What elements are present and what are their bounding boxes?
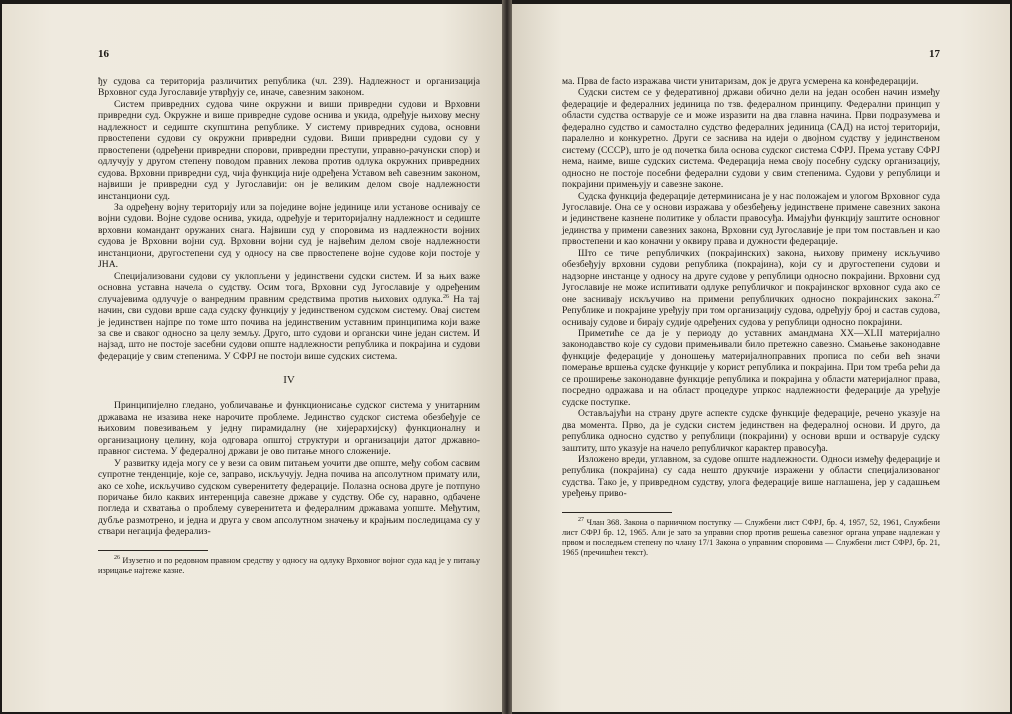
footnote-ref: 27 — [933, 293, 940, 300]
footnote-number: 26 — [114, 555, 120, 561]
page-number-right: 17 — [929, 48, 940, 60]
paragraph: Судска функција федерације детерминисана је у нас положајем и улогом Врховног суда Југославије. Она се у основи изражава у обезбеђењу јединствене примене савезних закона и јединствене казнене политике у области правосуђа. Имајући функцију заштите основног јединства у примени савезних закона, Врховни суд Југославије је при том постављен и као првостепени и као коначни у оквиру права и дужности федерације. — [562, 190, 940, 248]
footnote — [562, 518, 940, 559]
paragraph: Принципијелно гледано, уобличавање и функционисање судског система у унитарним државама не изазива неке нарочите проблеме. Јединство судског система обезбеђује се њиховим повезивањем у једну пирамидалну (не хијерархијску) функционалну и организациону целину, која одговара општој структури и организацији датог државно-правног система. У федералној држави је ово питање много сложеније. — [98, 400, 480, 458]
footnote-divider — [562, 512, 672, 513]
paragraph: Систем привредних судова чине окружни и виши привредни судови и Врховни привредни суд. Окружне и више привредне судове оснива и укида, одређује њихову месну надлежност и седиште скупштина републике. У систему привредних судова, основни првостепени судови су окружни привредни судови. Виши привредни судови су у првостепени (одређени привредни спорови, привредни преступи, управно-рачунски спор) и одлучују у другом степену поводом правних лекова против одлука окружних привредних судова. Врховни привредни суд, чија функција није одређена Уставом већ савезним законом, највиши је привредни суд у Југославији: он је великим делом своје надлежности инстанциони суд. — [98, 98, 480, 202]
paragraph: Остављајући на страну друге аспекте судске функције федерације, речено указује на два момента. Прво, да је судски систем јединствен на федералној основи. И друго, да република односно судство у републици (покрајини) у основи врши и остварује судску заштиту, што указује на начело републичког карактер правосуђа. — [562, 408, 940, 454]
paragraph: Приметиће се да је у периоду до уставних амандмана XX—XLII материјално законодавство које су судови примењивали било претежно савезно. Смањење законодавне функције федерације у доношењу материјалноправних прописа по себи већ значи померање вршења судске функције у корист република и покрајина. При том треба рећи да се проширење законодавне функције република и покрајина у области материјалног права, посредно одражава и на област процедуре упркос надлежности федерације да уређује судске поступке. — [562, 327, 940, 408]
footnote-ref: 26 — [442, 293, 450, 300]
paragraph-text: Специјализовани судови су уклопљени у јединствени судски систем. И за њих важе основна уставна начела о судству. Осим тога, Врховни суд Југославије у одређеним случајевима одлучује о ванредним правним средствима против њихових одлука. — [98, 270, 480, 305]
paragraph-text: Што се тиче републичких (покрајинских) закона, њихову примену искључиво обезбеђују врховни судови република (покрајина), који су и другостепени судови и надзорне инстанце у односу на друге судове у републици односно покрајини. Врховни суд Југославије не може испитивати одлуке републичког и покрајинског врховног суда ако се оне заснивају искључиво на примени републичких односно покрајинских закона. — [562, 247, 940, 305]
paragraph: За одређену војну територију или за поједине војне јединице или установе оснивају се војни судови. Војне судове оснива, укида, одређује и територијалну надлежност и седиште врховни командант оружаних снага. Највиши суд у споровима из надлежности војних судова је Врховни војни суд. Врховни војни суд је највећим делом своје надлежности инстанциони, другостепени суд у односу на све првостепене војне судове који постоје у ЈНА. — [98, 201, 480, 271]
paragraph-text: На тај начин, сви судови врше сада судску функцију у јединственом судском систему. Овај систем је јединствен најпре по томе што почива на јединственим уставним принципима који важе за све и сваког односно за целу земљу. Друго, што судови и органски чине један систем. И најзад, што не постоје засебни судови опште надлежности република и покрајина и судови федерације у свим степенима. У СФРЈ не постоји више судских система. — [98, 293, 480, 362]
paragraph: ђу судова са територија различитих република (чл. 239). Надлежност и организација Врховног суда Југославије утврђују се, иначе, савезним законом. — [98, 76, 480, 99]
footnote-text: Изузетно и по редовном правном средству у односу на одлуку Врховног војног суда кад је у питању изрицање најтеже казне. — [98, 555, 480, 575]
footnotes-left — [98, 556, 480, 576]
section-heading: IV — [283, 374, 295, 387]
page-number-left: 16 — [98, 48, 109, 60]
left-page — [2, 4, 502, 712]
footnote-number: 27 — [578, 517, 584, 523]
paragraph: ма. Прва de facto изражава чисти унитаризам, док је друга усмерена ка конфедерацији. — [562, 76, 919, 87]
paragraph: Судски систем се у федеративној држави обично дели на један особен начин између федерације и федералних јединица по тзв. федералном принципу. Федерални принцип у области судства остварује се и може изразити на два главна начина. Први подразумева и федерално судство и самостално судство федералних јединица (САД) на истој територији, паралелно и конкуретно. Други се заснива на идеји о двојном судству у јединственом систему (СССР), што је од почетка била основа судског система СФРЈ. Према уставу СФРЈ нема, наиме, више судских система. Федерација нема своју посебну судску организацију, односно не постоје посебни федерални судови у свим степенима. Судови у републици и покрајини примењују и савезне законе. — [562, 87, 940, 191]
left-page-body — [98, 76, 480, 538]
footnotes-right — [562, 518, 940, 559]
paragraph — [98, 271, 480, 363]
footnote-divider — [98, 550, 208, 551]
paragraph-text: Републике и покрајине уређују при том организацију судова, одређују број и састав судова, оснивају судове и бирају судије одређених судова у републици односно покрајини. — [562, 305, 940, 328]
paragraph: У развитку идеја могу се у вези са овим питањем уочити две опште, међу собом сасвим супротне тенденције, које се, заправо, искључују. Једна почива на апсолутном примату или, ако се хоће, искључиво судском суверенитету федерације. Полазна основа друге је потпуно поричање било каквих интеренција савезне државе у судству. Обе су, наравно, одбачене погледа и схватања о проблему суверенитета и федералним државама уопште. Међутим, дубље размотрено, и једна и друга у свом апсолутном значењу и крајњим последицама су у ствари негација федерализ- — [98, 457, 480, 538]
right-page — [512, 4, 1010, 712]
paragraph — [562, 248, 940, 328]
right-page-body — [562, 76, 940, 500]
footnote-text: Члан 368. Закона о парничном поступку — Службени лист СФРЈ, бр. 4, 1957, 52, 1961, Службени лист СФРЈ бр. 12, 1965. Али је зато за управни спор против решења савезног органа управе надлежан у првом и последњем степену по члану 17/1 Закона о управним споровима — Службени лист СФРЈ, бр. 21, 1965 (пречишћен текст). — [562, 517, 940, 558]
paragraph: Изложено вреди, углавном, за судове опште надлежности. Односи између федерације и република (покрајина) су сада нешто друкчије изражени у области специјализованог судства. Тако је, у привредном судству, улога федерације више наглашена, јер у садашњем уређењу приво- — [562, 453, 940, 500]
book-gutter — [502, 0, 512, 714]
footnote — [98, 556, 480, 576]
